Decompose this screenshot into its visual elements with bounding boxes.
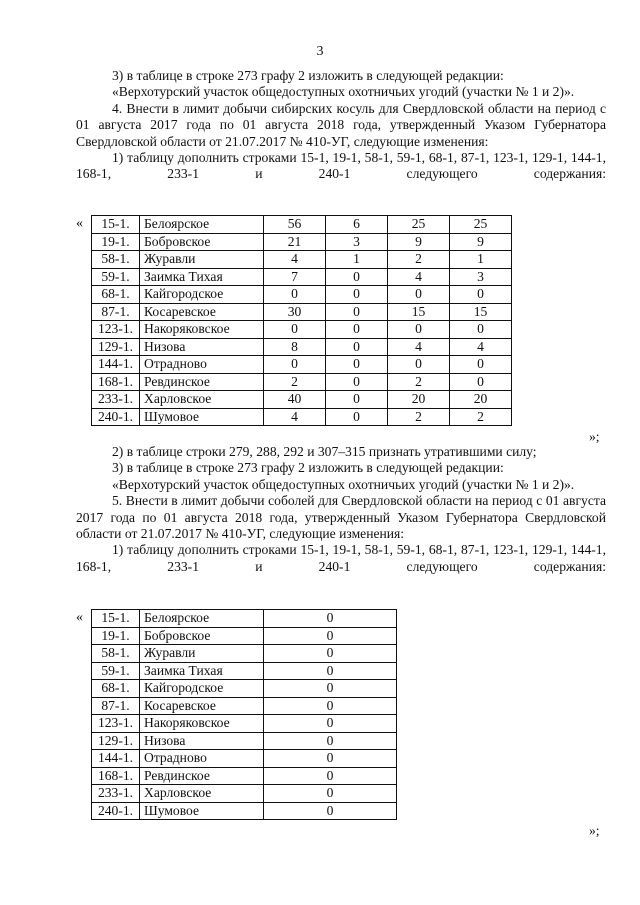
sable-table-cell-value: 0 <box>264 627 397 645</box>
table1-close-tail: »; <box>589 429 600 444</box>
roe-deer-table-cell-value-4: 9 <box>450 233 512 251</box>
sable-table-cell-number: 15-1. <box>92 610 140 628</box>
roe-deer-table-cell-number: 129-1. <box>92 338 140 356</box>
sable-table-cell-number: 144-1. <box>92 750 140 768</box>
sable-table-cell-number: 19-1. <box>92 627 140 645</box>
sable-table-cell-value: 0 <box>264 662 397 680</box>
sable-limit-table <box>91 609 397 820</box>
roe-deer-table-cell-value-3: 25 <box>388 216 450 234</box>
table1-open-quote: « <box>76 216 83 231</box>
roe-deer-table-cell-number: 168-1. <box>92 373 140 391</box>
paragraph-item-4-2: 2) в таблице строки 279, 288, 292 и 307–315 признать утратившими силу; <box>112 444 537 459</box>
roe-deer-table-cell-value-1: 40 <box>264 391 326 409</box>
roe-deer-table-cell-value-4: 15 <box>450 303 512 321</box>
roe-deer-table-cell-value-3: 4 <box>388 268 450 286</box>
roe-deer-table-row <box>92 391 512 409</box>
roe-deer-table-cell-number: 233-1. <box>92 391 140 409</box>
roe-deer-table-cell-value-2: 0 <box>326 321 388 339</box>
roe-deer-table-cell-value-3: 9 <box>388 233 450 251</box>
sable-table-cell-number: 59-1. <box>92 662 140 680</box>
sable-table-row <box>92 627 397 645</box>
roe-deer-table-row <box>92 408 512 426</box>
sable-table-cell-area: Белоярское <box>140 610 264 628</box>
sable-table-cell-value: 0 <box>264 697 397 715</box>
roe-deer-table-cell-value-1: 4 <box>264 408 326 426</box>
sable-table-row <box>92 785 397 803</box>
sable-table-cell-area: Журавли <box>140 645 264 663</box>
sable-table-cell-value: 0 <box>264 610 397 628</box>
sable-table-cell-value: 0 <box>264 767 397 785</box>
roe-deer-table-cell-value-2: 0 <box>326 356 388 374</box>
sable-table-cell-number: 123-1. <box>92 715 140 733</box>
roe-deer-table-cell-value-3: 15 <box>388 303 450 321</box>
roe-deer-table-cell-number: 87-1. <box>92 303 140 321</box>
sable-table-cell-area: Косаревское <box>140 697 264 715</box>
roe-deer-table-row <box>92 338 512 356</box>
sable-table-cell-area: Бобровское <box>140 627 264 645</box>
roe-deer-table-cell-number: 68-1. <box>92 286 140 304</box>
roe-deer-table-cell-area: Ревдинское <box>140 373 264 391</box>
sable-table-cell-value: 0 <box>264 680 397 698</box>
roe-deer-table-cell-value-3: 2 <box>388 408 450 426</box>
sable-table-cell-value: 0 <box>264 732 397 750</box>
sable-limit-table-body <box>92 610 397 820</box>
roe-deer-table-cell-value-4: 1 <box>450 251 512 269</box>
paragraph-quote-verkhoturye: «Верхотурский участок общедоступных охотничьих угодий (участки № 1 и 2)». <box>112 84 575 100</box>
roe-deer-table-cell-value-2: 0 <box>326 338 388 356</box>
roe-deer-table-cell-area: Журавли <box>140 251 264 269</box>
text-block-top <box>76 68 606 183</box>
roe-deer-table-cell-number: 15-1. <box>92 216 140 234</box>
roe-deer-table-cell-value-1: 0 <box>264 286 326 304</box>
roe-deer-table-cell-number: 240-1. <box>92 408 140 426</box>
roe-deer-table-cell-value-4: 0 <box>450 321 512 339</box>
roe-deer-table-cell-area: Косаревское <box>140 303 264 321</box>
roe-deer-table-cell-value-4: 20 <box>450 391 512 409</box>
roe-deer-table-cell-value-1: 30 <box>264 303 326 321</box>
roe-deer-table-cell-number: 58-1. <box>92 251 140 269</box>
roe-deer-table-cell-value-2: 6 <box>326 216 388 234</box>
sable-table-row <box>92 750 397 768</box>
roe-deer-table-cell-value-4: 2 <box>450 408 512 426</box>
roe-deer-table-cell-value-2: 0 <box>326 373 388 391</box>
roe-deer-limit-table <box>91 215 512 426</box>
sable-table-cell-number: 233-1. <box>92 785 140 803</box>
sable-table-row <box>92 767 397 785</box>
roe-deer-table-cell-area: Кайгородское <box>140 286 264 304</box>
text-block-middle <box>76 444 606 575</box>
sable-table-row <box>92 715 397 733</box>
sable-table-cell-area: Шумовое <box>140 802 264 820</box>
roe-deer-table-row <box>92 286 512 304</box>
roe-deer-table-cell-value-4: 0 <box>450 286 512 304</box>
table2-open-quote: « <box>76 610 83 625</box>
sable-table-cell-number: 68-1. <box>92 680 140 698</box>
roe-deer-table-cell-area: Шумовое <box>140 408 264 426</box>
sable-table-cell-value: 0 <box>264 715 397 733</box>
roe-deer-table-cell-value-2: 0 <box>326 408 388 426</box>
roe-deer-table-cell-area: Бобровское <box>140 233 264 251</box>
page-number: 3 <box>316 44 324 59</box>
sable-table-cell-number: 240-1. <box>92 802 140 820</box>
roe-deer-table-cell-value-3: 2 <box>388 251 450 269</box>
roe-deer-table-cell-value-4: 4 <box>450 338 512 356</box>
roe-deer-table-cell-value-1: 8 <box>264 338 326 356</box>
sable-table-row <box>92 732 397 750</box>
sable-table-cell-area: Заимка Тихая <box>140 662 264 680</box>
roe-deer-table-cell-value-1: 2 <box>264 373 326 391</box>
roe-deer-table-row <box>92 251 512 269</box>
roe-deer-table-cell-area: Белоярское <box>140 216 264 234</box>
roe-deer-table-row <box>92 268 512 286</box>
roe-deer-table-cell-value-1: 0 <box>264 356 326 374</box>
sable-table-cell-number: 87-1. <box>92 697 140 715</box>
sable-table-cell-area: Ревдинское <box>140 767 264 785</box>
roe-deer-table-cell-number: 123-1. <box>92 321 140 339</box>
sable-table-row <box>92 680 397 698</box>
sable-table-cell-area: Накоряковское <box>140 715 264 733</box>
roe-deer-table-cell-number: 144-1. <box>92 356 140 374</box>
roe-deer-table-cell-area: Харловское <box>140 391 264 409</box>
roe-deer-table-cell-value-4: 3 <box>450 268 512 286</box>
sable-table-cell-number: 58-1. <box>92 645 140 663</box>
roe-deer-table-cell-value-3: 0 <box>388 321 450 339</box>
roe-deer-table-cell-value-2: 3 <box>326 233 388 251</box>
sable-table-cell-area: Кайгородское <box>140 680 264 698</box>
sable-table-cell-area: Отрадново <box>140 750 264 768</box>
roe-deer-table-cell-value-2: 0 <box>326 391 388 409</box>
roe-deer-table-cell-value-1: 0 <box>264 321 326 339</box>
paragraph-3-header: 3) в таблице в строке 273 графу 2 изложить в следующей редакции: <box>112 68 504 83</box>
paragraph-item-4: 4. Внести в лимит добычи сибирских косуль для Свердловской области на период с 01 августа 2017 года по 01 августа 2018 года, утвержденный Указом Губернатора Свердловской области от 21.07.2017 № 410-УГ, следующие изменения: <box>76 100 606 149</box>
sable-table-cell-value: 0 <box>264 645 397 663</box>
roe-deer-table-row <box>92 303 512 321</box>
roe-deer-table-cell-value-3: 4 <box>388 338 450 356</box>
roe-deer-table-cell-value-1: 56 <box>264 216 326 234</box>
roe-deer-table-cell-value-2: 0 <box>326 303 388 321</box>
roe-deer-limit-table-body <box>92 216 512 426</box>
sable-table-row <box>92 662 397 680</box>
roe-deer-table-cell-area: Отрадново <box>140 356 264 374</box>
table2-close-tail: »; <box>589 823 600 838</box>
sable-table-row <box>92 802 397 820</box>
sable-table-cell-value: 0 <box>264 785 397 803</box>
paragraph-item-5: 5. Внести в лимит добычи соболей для Свердловской области на период с 01 августа 2017 года по 01 августа 2018 года, утвержденный Указом Губернатора Свердловской области от 21.07.2017 № 410-УГ, следующие изменения: <box>76 493 606 542</box>
roe-deer-table-cell-number: 19-1. <box>92 233 140 251</box>
roe-deer-table-cell-value-4: 0 <box>450 373 512 391</box>
sable-table-cell-value: 0 <box>264 802 397 820</box>
paragraph-item-4-1: 1) таблицу дополнить строками 15-1, 19-1, 58-1, 59-1, 68-1, 87-1, 123-1, 129-1, 144-1, 168-1, 233-1 и 240-1 следующего содержания: <box>76 150 606 182</box>
paragraph-item-4-3: 3) в таблице в строке 273 графу 2 изложить в следующей редакции: <box>112 460 504 476</box>
roe-deer-table-cell-area: Заимка Тихая <box>140 268 264 286</box>
sable-table-cell-number: 168-1. <box>92 767 140 785</box>
roe-deer-table-cell-number: 59-1. <box>92 268 140 286</box>
roe-deer-table-cell-value-3: 0 <box>388 286 450 304</box>
sable-table-cell-number: 129-1. <box>92 732 140 750</box>
roe-deer-table-cell-value-2: 1 <box>326 251 388 269</box>
roe-deer-table-cell-value-3: 0 <box>388 356 450 374</box>
roe-deer-table-cell-area: Низова <box>140 338 264 356</box>
roe-deer-table-cell-value-3: 2 <box>388 373 450 391</box>
roe-deer-table-row <box>92 356 512 374</box>
roe-deer-table-row <box>92 216 512 234</box>
sable-table-row <box>92 645 397 663</box>
roe-deer-table-cell-value-3: 20 <box>388 391 450 409</box>
sable-table-cell-area: Низова <box>140 732 264 750</box>
sable-table-row <box>92 610 397 628</box>
roe-deer-table-cell-value-2: 0 <box>326 286 388 304</box>
roe-deer-table-cell-area: Накоряковское <box>140 321 264 339</box>
roe-deer-table-cell-value-4: 25 <box>450 216 512 234</box>
roe-deer-table-cell-value-4: 0 <box>450 356 512 374</box>
roe-deer-table-cell-value-2: 0 <box>326 268 388 286</box>
roe-deer-table-row <box>92 321 512 339</box>
sable-table-cell-value: 0 <box>264 750 397 768</box>
sable-table-row <box>92 697 397 715</box>
roe-deer-table-cell-value-1: 4 <box>264 251 326 269</box>
sable-table-cell-area: Харловское <box>140 785 264 803</box>
roe-deer-table-cell-value-1: 21 <box>264 233 326 251</box>
roe-deer-table-cell-value-1: 7 <box>264 268 326 286</box>
roe-deer-table-row <box>92 373 512 391</box>
paragraph-item-5-1: 1) таблицу дополнить строками 15-1, 19-1, 58-1, 59-1, 68-1, 87-1, 123-1, 129-1, 144-1, 168-1, 233-1 и 240-1 следующего содержания: <box>76 542 606 574</box>
paragraph-quote-verkhoturye-2: «Верхотурский участок общедоступных охотничьих угодий (участки № 1 и 2)». <box>112 476 575 492</box>
roe-deer-table-row <box>92 233 512 251</box>
